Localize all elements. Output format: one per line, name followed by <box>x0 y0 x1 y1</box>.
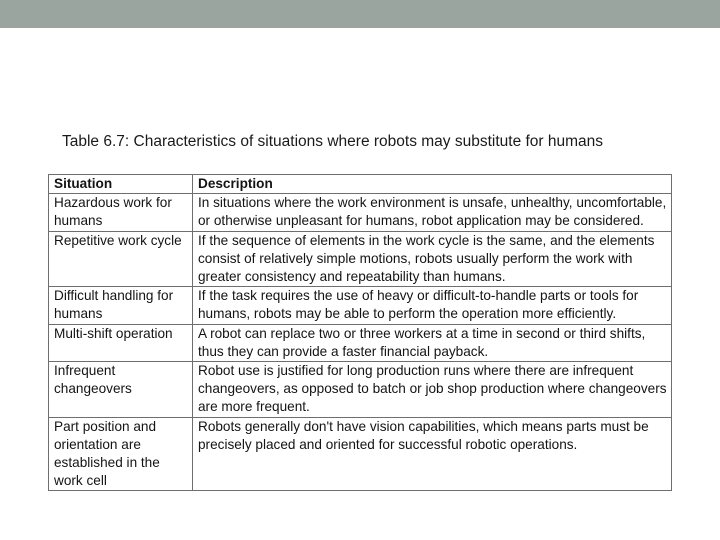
table-row <box>49 287 672 324</box>
header-situation: Situation <box>49 175 193 194</box>
description-cell: In situations where the work environment is unsafe, unhealthy, uncomfortable, or otherwise unpleasant for humans, robot application may be considered. <box>193 194 672 231</box>
table-row <box>49 417 672 491</box>
slide-top-bar <box>0 0 720 28</box>
situation-cell: Repetitive work cycle <box>49 231 193 287</box>
situation-cell: Difficult handling for humans <box>49 287 193 324</box>
description-cell: Robots generally don't have vision capabilities, which means parts must be precisely placed and oriented for successful robotic operations. <box>193 417 672 491</box>
characteristics-table <box>48 174 672 491</box>
situation-cell: Multi-shift operation <box>49 324 193 361</box>
description-cell: If the task requires the use of heavy or difficult-to-handle parts or tools for humans, robots may be able to perform the operation more efficiently. <box>193 287 672 324</box>
table-title: Table 6.7: Characteristics of situations where robots may substitute for humans <box>62 133 604 150</box>
situation-cell: Part position and orientation are established in the work cell <box>49 417 193 491</box>
table-row <box>49 194 672 231</box>
table-header-row <box>49 175 672 194</box>
header-description: Description <box>193 175 672 194</box>
table-image <box>48 132 674 491</box>
table-row <box>49 324 672 361</box>
description-cell: Robot use is justified for long production runs where there are infrequent changeovers, as opposed to batch or job shop production where changeovers are more frequent. <box>193 362 672 418</box>
table-row <box>49 231 672 287</box>
description-cell: A robot can replace two or three workers at a time in second or third shifts, thus they can provide a faster financial payback. <box>193 324 672 361</box>
situation-cell: Hazardous work for humans <box>49 194 193 231</box>
description-cell: If the sequence of elements in the work cycle is the same, and the elements consist of relatively simple motions, robots usually perform the work with greater consistency and repeatability than humans. <box>193 231 672 287</box>
situation-cell: Infrequent changeovers <box>49 362 193 418</box>
table-row <box>49 362 672 418</box>
